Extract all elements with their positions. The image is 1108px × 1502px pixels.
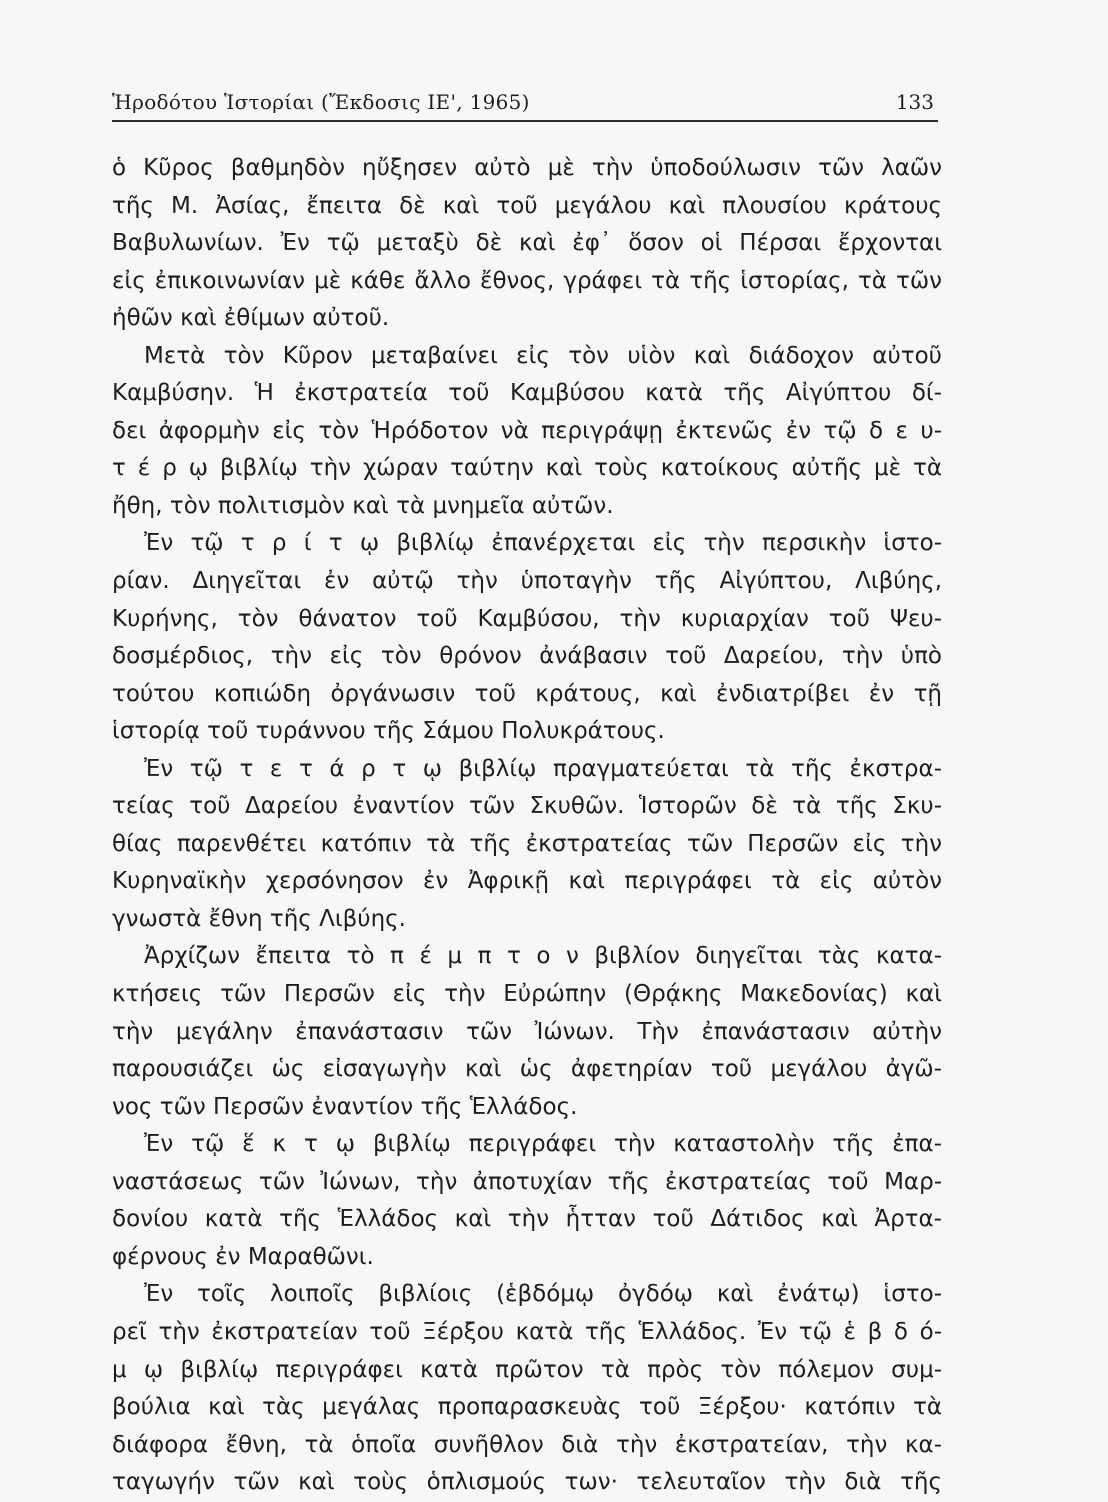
text-line: μ ῳ βιβλίῳ περιγράφει κατὰ πρῶτον τὰ πρὸς τὸν πόλεμον συμ- xyxy=(112,1356,942,1383)
text-line: Ἐν τῷ τ ε τ ά ρ τ ῳ βιβλίῳ πραγματεύεται τὰ τῆς ἐκστρα- xyxy=(144,755,942,782)
text-line: Ἐν τῷ ἕ κ τ ῳ βιβλίῳ περιγράφει τὴν καταστολὴν τῆς ἐπα- xyxy=(144,1131,942,1158)
text-line: Καμβύσην. Ἡ ἐκστρατεία τοῦ Καμβύσου κατὰ τῆς Αἰγύπτου δί- xyxy=(112,380,942,407)
header-title: Ἡροδότου Ἱστορίαι (Ἔκδοσις ΙΕ', 1965) xyxy=(112,90,530,114)
text-line: θίας παρενθέτει κατόπιν τὰ τῆς ἐκστρατείας τῶν Περσῶν εἰς τὴν xyxy=(112,830,942,857)
text-line: Ἐν τοῖς λοιποῖς βιβλίοις (ἑβδόμῳ ὀγδόῳ καὶ ἐνάτῳ) ἱστο- xyxy=(144,1281,942,1308)
text-line: ἱστορίᾳ τοῦ τυράννου τῆς Σάμου Πολυκράτους. xyxy=(112,718,665,745)
text-line: εἰς ἐπικοινωνίαν μὲ κάθε ἄλλο ἔθνος, γράφει τὰ τῆς ἱστορίας, τὰ τῶν xyxy=(112,267,942,294)
body-text xyxy=(112,150,942,1502)
text-line: δονίου κατὰ τῆς Ἑλλάδος καὶ τὴν ἧτταν τοῦ Δάτιδος καὶ Ἀρτα- xyxy=(112,1206,942,1233)
text-line: ὁ Κῦρος βαθμηδὸν ηὔξησεν αὐτὸ μὲ τὴν ὑποδούλωσιν τῶν λαῶν xyxy=(112,155,942,181)
text-line: παρουσιάζει ὡς εἰσαγωγὴν καὶ ὡς ἀφετηρίαν τοῦ μεγάλου ἀγῶ- xyxy=(112,1056,942,1083)
text-line: δοσμέρδιος, τὴν εἰς τὸν θρόνον ἀνάβασιν τοῦ Δαρείου, τὴν ὑπὸ xyxy=(112,643,942,670)
text-line: φέρνους ἐν Μαραθῶνι. xyxy=(112,1243,374,1270)
text-line: κτήσεις τῶν Περσῶν εἰς τὴν Εὐρώπην (Θρᾴκης Μακεδονίας) καὶ xyxy=(112,981,942,1008)
text-line: ναστάσεως τῶν Ἰώνων, τὴν ἀποτυχίαν τῆς ἐκστρατείας τοῦ Μαρ- xyxy=(112,1168,942,1195)
text-line: τῆς Μ. Ἀσίας, ἔπειτα δὲ καὶ τοῦ μεγάλου καὶ πλουσίου κράτους xyxy=(112,192,942,219)
text-line: Βαβυλωνίων. Ἐν τῷ μεταξὺ δὲ καὶ ἐφ᾽ ὅσον οἱ Πέρσαι ἔρχονται xyxy=(112,230,942,257)
text-line: Ἀρχίζων ἔπειτα τὸ π έ μ π τ ο ν βιβλίον διηγεῖται τὰς κατα- xyxy=(144,943,942,970)
text-line: Μετὰ τὸν Κῦρον μεταβαίνει εἰς τὸν υἱὸν καὶ διάδοχον αὐτοῦ xyxy=(144,342,942,369)
text-line: διάφορα ἔθνη, τὰ ὁποῖα συνῆθλον διὰ τὴν ἐκστρατείαν, τὴν κα- xyxy=(112,1431,942,1458)
text-line: Κυρήνης, τὸν θάνατον τοῦ Καμβύσου, τὴν κυριαρχίαν τοῦ Ψευ- xyxy=(112,605,942,632)
text-line: τὴν μεγάλην ἐπανάστασιν τῶν Ἰώνων. Τὴν ἐπανάστασιν αὐτὴν xyxy=(112,1018,942,1045)
page-number: 133 xyxy=(895,90,934,114)
running-header xyxy=(112,88,938,122)
text-line: Ἐν τῷ τ ρ ί τ ῳ βιβλίῳ ἐπανέρχεται εἰς τὴν περσικὴν ἱστο- xyxy=(144,530,942,557)
text-line: ρίαν. Διηγεῖται ἐν αὐτῷ τὴν ὑποταγὴν τῆς Αἰγύπτου, Λιβύης, xyxy=(112,568,942,595)
text-line: νος τῶν Περσῶν ἐναντίον τῆς Ἑλλάδος. xyxy=(112,1093,578,1120)
text-line: τούτου κοπιώδη ὀργάνωσιν τοῦ κράτους, καὶ ἐνδιατρίβει ἐν τῇ xyxy=(112,680,942,707)
text-line: τείας τοῦ Δαρείου ἐναντίον τῶν Σκυθῶν. Ἱστορῶν δὲ τὰ τῆς Σκυ- xyxy=(112,793,942,820)
text-line: βούλια καὶ τὰς μεγάλας προπαρασκευὰς τοῦ Ξέρξου· κατόπιν τὰ xyxy=(112,1394,942,1421)
text-line: ἠθῶν καὶ ἐθίμων αὐτοῦ. xyxy=(112,305,390,332)
text-line: δει ἀφορμὴν εἰς τὸν Ἡρόδοτον νὰ περιγράψῃ ἐκτενῶς ἐν τῷ δ ε υ- xyxy=(112,417,942,444)
text-line: τ έ ρ ῳ βιβλίῳ τὴν χώραν ταύτην καὶ τοὺς κατοίκους αὐτῆς μὲ τὰ xyxy=(112,455,942,482)
text-line: Κυρηναϊκὴν χερσόνησον ἐν Ἀφρικῇ καὶ περιγράφει τὰ εἰς αὐτὸν xyxy=(112,868,942,895)
text-line: ρεῖ τὴν ἐκστρατείαν τοῦ Ξέρξου κατὰ τῆς Ἑλλάδος. Ἐν τῷ ἑ β δ ό- xyxy=(112,1318,942,1345)
text-line: γνωστὰ ἔθνη τῆς Λιβύης. xyxy=(112,905,406,932)
text-line: ταγωγήν τῶν καὶ τοὺς ὁπλισμούς των· τελευταῖον τὴν διὰ τῆς xyxy=(112,1469,942,1496)
text-line: ἤθη, τὸν πολιτισμὸν καὶ τὰ μνημεῖα αὐτῶν. xyxy=(112,492,614,519)
